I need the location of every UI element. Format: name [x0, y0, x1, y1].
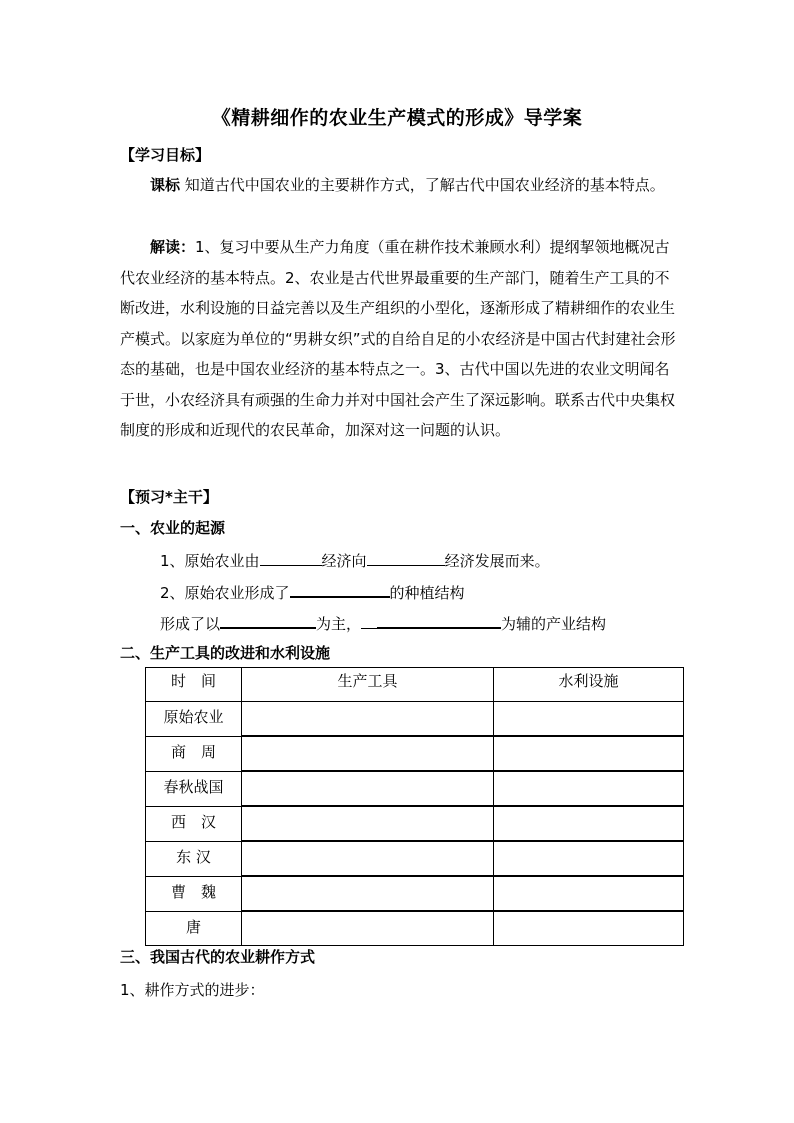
- question-1-2: [160, 580, 465, 604]
- irrigation-cell[interactable]: [494, 876, 684, 911]
- table-row: [146, 736, 684, 771]
- tools-cell[interactable]: [242, 702, 494, 737]
- q1-3-blank-1[interactable]: [220, 611, 316, 629]
- row-label-period: 唐: [146, 911, 242, 946]
- q1-1-blank-1[interactable]: [260, 549, 322, 566]
- kebiao-paragraph: [120, 170, 680, 201]
- row-label-period: 曹 魏: [146, 876, 242, 911]
- q1-1-text-b: 经济向: [321, 552, 367, 570]
- irrigation-cell[interactable]: [494, 806, 684, 841]
- tools-cell[interactable]: [242, 876, 494, 911]
- tools-cell[interactable]: [242, 736, 494, 771]
- question-3-1: 1、耕作方式的进步：: [120, 981, 265, 999]
- tools-irrigation-table: [145, 667, 684, 946]
- table-row: [146, 876, 684, 911]
- jiedu-text: 1、复习中要从生产力角度（重在耕作技术兼顾水利）提纲挈领地概况古代农业经济的基本特点。2、农业是古代世界最重要的生产部门，随着生产工具的不断改进，水利设施的日益完善以及生产组织的小型化，逐渐形成了精耕细作的农业生产模式。以家庭为单位的“男耕女织”式的自给自足的小农经济是中国古代封建社会形态的基础，也是中国农业经济的基本特点之一。3、古代中国以先进的农业文明闻名于世，小农经济具有顽强的生命力并对中国社会产生了深远影响。联系古代中央集权制度的形成和近现代的农民革命，加深对这一问题的认识。: [120, 238, 676, 439]
- jiedu-paragraph: [120, 232, 680, 446]
- q1-1-blank-2[interactable]: [367, 549, 445, 566]
- kebiao-text: 知道古代中国农业的主要耕作方式，了解古代中国农业经济的基本特点。: [184, 176, 665, 194]
- irrigation-cell[interactable]: [494, 841, 684, 876]
- table-row: [146, 911, 684, 946]
- preview-heading: 【预习*主干】: [120, 488, 218, 506]
- q1-2-blank[interactable]: [290, 580, 390, 598]
- q1-2-text-b: 的种植结构: [389, 584, 465, 602]
- table-header-row: [146, 668, 684, 702]
- irrigation-cell[interactable]: [494, 911, 684, 946]
- tools-cell[interactable]: [242, 771, 494, 806]
- header-irrigation: 水利设施: [494, 668, 684, 702]
- q1-2-text-a: 2、原始农业形成了: [160, 584, 290, 602]
- q1-3-text-c: 为辅的产业结构: [501, 615, 607, 633]
- tools-cell[interactable]: [242, 841, 494, 876]
- q1-3-blank-2a[interactable]: [361, 612, 377, 629]
- table-row: [146, 702, 684, 737]
- q1-3-text-b: 为主，: [316, 615, 362, 633]
- question-1-1: [160, 549, 550, 572]
- row-label-period: 东 汉: [146, 841, 242, 876]
- goals-heading: 【学习目标】: [120, 146, 211, 164]
- jiedu-label: 解读：: [150, 238, 196, 256]
- header-time: 时 间: [146, 668, 242, 702]
- section-1-heading: 一、农业的起源: [120, 519, 226, 537]
- q1-1-text-c: 经济发展而来。: [444, 552, 550, 570]
- q1-1-text-a: 1、原始农业由: [160, 552, 260, 570]
- section-2-heading: 二、生产工具的改进和水利设施: [120, 644, 331, 662]
- q1-3-blank-2[interactable]: [377, 611, 501, 629]
- q1-3-text-a: 形成了以: [160, 615, 221, 633]
- section-3-heading: 三、我国古代的农业耕作方式: [120, 948, 316, 966]
- document-title: 《精耕细作的农业生产模式的形成》导学案: [211, 107, 583, 129]
- irrigation-cell[interactable]: [494, 771, 684, 806]
- kebiao-label: 课标: [150, 176, 181, 194]
- row-label-period: 春秋战国: [146, 771, 242, 806]
- irrigation-cell[interactable]: [494, 736, 684, 771]
- table-row: [146, 771, 684, 806]
- question-1-3: [160, 611, 606, 635]
- row-label-period: 商 周: [146, 736, 242, 771]
- header-tools: 生产工具: [242, 668, 494, 702]
- tools-cell[interactable]: [242, 806, 494, 841]
- table-row: [146, 841, 684, 876]
- tools-cell[interactable]: [242, 911, 494, 946]
- row-label-period: 原始农业: [146, 702, 242, 737]
- irrigation-cell[interactable]: [494, 702, 684, 737]
- table-row: [146, 806, 684, 841]
- row-label-period: 西 汉: [146, 806, 242, 841]
